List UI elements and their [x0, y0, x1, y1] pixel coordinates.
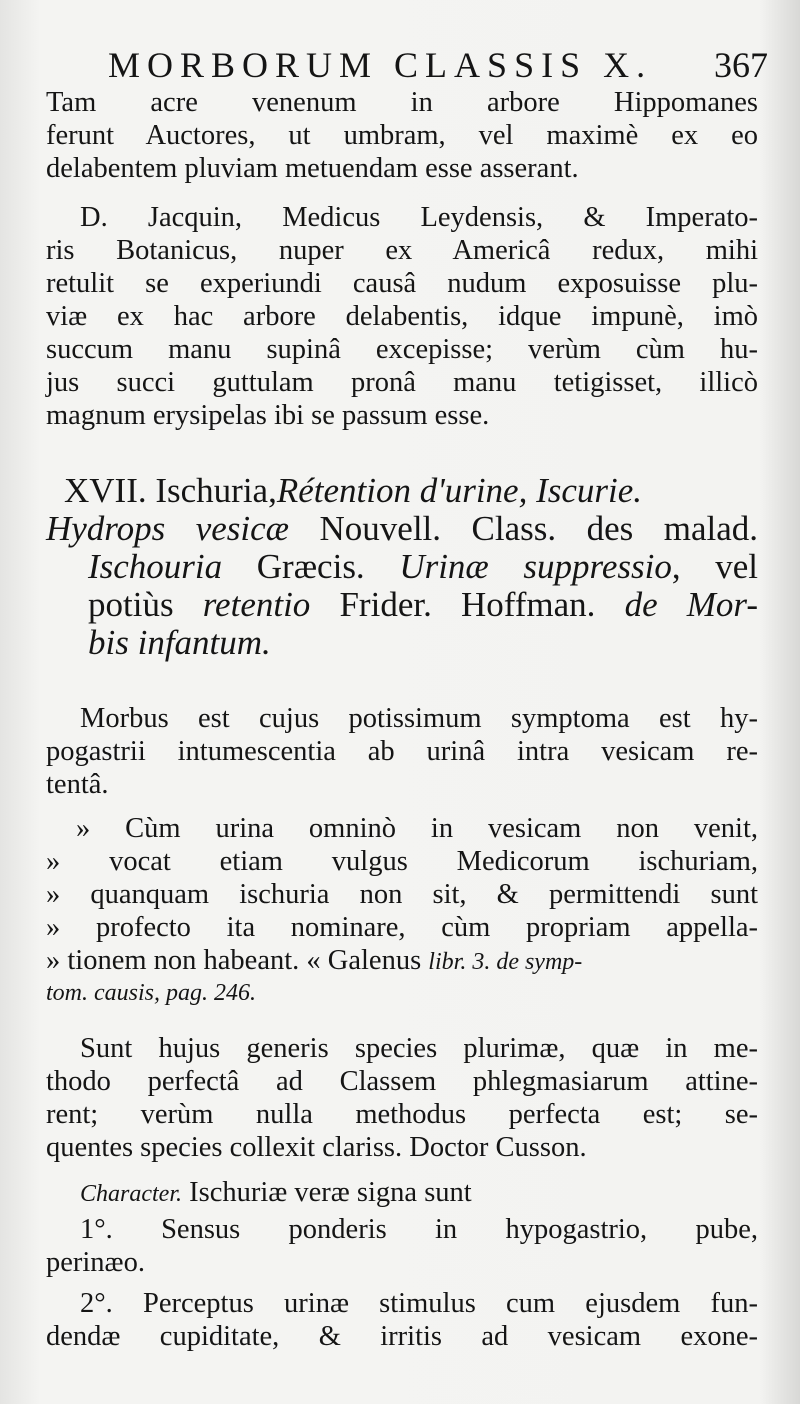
paragraph-hippomanes: [46, 86, 758, 185]
quote-line: » vocat etiam vulgus Medicorum ischuriam,: [46, 846, 758, 877]
quotation-galenus: [46, 812, 758, 1010]
paragraph-jacquin: [46, 201, 758, 432]
text-line: Sunt hujus generis species plurimæ, quæ in me-: [80, 1033, 758, 1064]
heading-line: [46, 624, 758, 662]
text-line: 1°. Sensus ponderis in hypogastrio, pube,: [80, 1214, 758, 1245]
paragraph-species: [46, 1032, 758, 1164]
section-heading-ischuria: [46, 472, 758, 662]
text-line: retulit se experiundi causâ nudum exposuisse plu-: [46, 268, 758, 299]
text-line: succum manu supinâ excepisse; verùm cùm hu-: [46, 334, 758, 365]
heading-italic: de Mor-: [624, 585, 759, 624]
character-text: Ischuriæ veræ signa sunt: [189, 1177, 472, 1208]
heading-italic: retentio: [202, 585, 311, 624]
list-item-1: [46, 1213, 758, 1279]
text-line: Morbus est cujus potissimum symptoma est hy-: [80, 703, 758, 734]
heading-roman: , vel: [671, 547, 758, 586]
character-label: Character.: [80, 1181, 182, 1207]
text-line: tentâ.: [46, 769, 109, 800]
heading-italic: bis infantum.: [88, 623, 271, 662]
text-line: ferunt Auctores, ut umbram, vel maximè ex eo: [46, 120, 758, 151]
heading-italic: Rétention d'urine, Iscurie.: [276, 471, 643, 510]
heading-line: [46, 472, 758, 510]
quote-text: » tionem non habeant. « Galenus: [46, 945, 422, 976]
text-line: [46, 1176, 758, 1209]
text-line: 2°. Perceptus urinæ stimulus cum ejusdem fun-: [80, 1288, 758, 1319]
heading-italic: Ischouria: [88, 547, 223, 586]
quote-line: » profecto ita nominare, cùm propriam appella-: [46, 912, 758, 943]
heading-roman: Græcis.: [256, 547, 365, 586]
heading-roman: Frider. Hoffman.: [339, 585, 596, 624]
text-line: D. Jacquin, Medicus Leydensis, & Imperato-: [80, 202, 758, 233]
text-line: Tam acre venenum in arbore Hippomanes: [46, 87, 758, 118]
quote-reference: tom. causis, pag. 246.: [46, 980, 256, 1006]
text-line: delabentem pluviam metuendam esse asserant.: [46, 153, 579, 184]
text-line: thodo perfectâ ad Classem phlegmasiarum attine-: [46, 1066, 758, 1097]
heading-italic: Hydrops vesicæ: [46, 509, 290, 548]
running-header: [108, 44, 768, 88]
text-line: perinæo.: [46, 1247, 145, 1278]
text-line: ris Botanicus, nuper ex Americâ redux, mihi: [46, 235, 758, 266]
quote-line: » quanquam ischuria non sit, & permittendi sunt: [46, 879, 758, 910]
page-number: 367: [714, 45, 768, 85]
list-item-2: [46, 1287, 758, 1353]
text-line: viæ ex hac arbore delabentis, idque impunè, imò: [46, 301, 758, 332]
heading-roman: Nouvell. Class. des malad.: [319, 509, 758, 548]
character-line: [46, 1176, 758, 1209]
heading-italic: Urinæ suppressio: [399, 547, 672, 586]
heading-roman: XVII. Ischuria,: [64, 471, 277, 510]
text-line: quentes species collexit clariss. Doctor Cusson.: [46, 1132, 587, 1163]
heading-line: [46, 548, 758, 586]
text-line: dendæ cupiditate, & irritis ad vesicam exone-: [46, 1321, 758, 1352]
quote-line: [46, 944, 758, 977]
paragraph-definition: [46, 702, 758, 801]
heading-line: [46, 586, 758, 624]
text-line: pogastrii intumescentia ab urinâ intra vesicam re-: [46, 736, 758, 767]
running-title: MORBORUM CLASSIS X.: [108, 45, 653, 85]
heading-roman: potiùs: [88, 585, 174, 624]
text-line: jus succi guttulam pronâ manu tetigisset, illicò: [46, 367, 758, 398]
quote-reference: libr. 3. de symp-: [428, 949, 583, 975]
heading-line: [46, 510, 758, 548]
text-line: magnum erysipelas ibi se passum esse.: [46, 400, 490, 431]
quote-line: » Cùm urina omninò in vesicam non venit,: [76, 813, 758, 844]
text-line: rent; verùm nulla methodus perfecta est; se-: [46, 1099, 758, 1130]
